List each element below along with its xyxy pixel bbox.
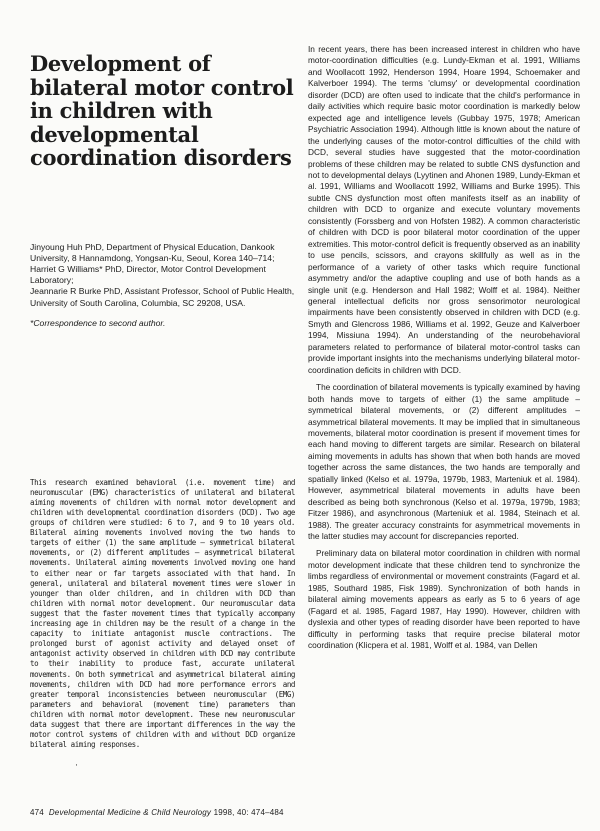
author-affiliation: Jeannarie R Burke PhD, Assistant Professor, School of Public Health, University of South Carolina, Columbia, SC 29208, USA.: [30, 286, 295, 308]
body-paragraph: The coordination of bilateral movements is typically examined by having both hands move to targets of either (1) the same amplitude – symmetrical bilateral movements, or (2) different amplitudes – asymmetrical bilateral movements. It may be implied that in simultaneous movements, bilateral motor coordination is present if movement times for each hand moving to different targets are similar. Research on bilateral aiming movements in adults has shown that when both hands are moved together across the same distances, the two hands are temporally and spatially linked (Kelso et al. 1979a, 1979b, 1983, Marteniuk et al. 1984). However, asymmetrical bilateral movements in adults have been described as being both synchronous (Kelso et al. 1979a, 1979b, 1983; Fitzer 1986), and asynchronous (Marteniuk et al. 1984, Steinach et al. 1988). The greater accuracy constraints for asymmetrical movements in the latter studies may account for discrepancies reported.: [308, 382, 580, 542]
title-line: developmental: [30, 121, 199, 147]
title-line: Development of: [30, 51, 211, 76]
author-affiliation: Jinyoung Huh PhD, Department of Physical Education, Dankook University, 8 Hannamdong, Yongsan-Ku, Seoul, Korea 140–714;: [30, 241, 275, 263]
body-paragraph: Preliminary data on bilateral motor coordination in children with normal motor development indicate that these children tend to synchronize the limbs regardless of environmental or movement constraints (Fagard et al. 1985, Southard 1985, Fisk 1989). Synchronization of both hands in bilateral aiming movements appears as early as 5 to 6 years of age (Fagard et al. 1985, Fagard 1987, Hay 1990). However, children with dyslexia and other types of reading disorder have been reported to have difficulty in performing tasks that require precise bilateral motor coordination (Klicpera et al. 1981, Wolff et al. 1984, van Dellen: [308, 548, 580, 651]
title-line: coordination disorders: [30, 145, 292, 170]
abstract: This research examined behavioral (i.e. movement time) and neuromuscular (EMG) characteristics of unilateral and bilateral aiming movements of children with normal motor development and children with developmental coordination disorders (DCD). Two age groups of children were studied: 6 to 7, and 9 to 10 years old. Bilateral aiming movements involved moving the two hands to targets of either (1) the same amplitude – symmetrical bilateral movements, or (2) different amplitudes – asymmetrical bilateral movements. Unilateral aiming movements involved moving one hand to either near or far targets associated with that hand. In general, unilateral and bilateral movement times were slower in younger than older children, and in children with DCD than children with normal motor development. Our neuromuscular data suggest that the faster movement times that typically accompany increasing age in children may be the result of a change in the capacity to initiate antagonist muscle contractions. The prolonged burst of agonist activity and delayed onset of antagonist activity observed in children with DCD may contribute to their inability to produce fast, accurate unilateral movements. On both symmetrical and asymmetrical bilateral aiming movements, children with DCD had more performance errors and greater temporal inconsistencies between neuromuscular (EMG) parameters and behavioral (movement time) parameters than children with normal motor development. These new neuromuscular data suggest that there are important differences in the way the motor control systems of children with and without DCD organize bilateral aiming responses.: [30, 477, 295, 750]
journal-citation: 1998, 40: 474–484: [213, 808, 284, 817]
correspondence-note: *Correspondence to second author.: [30, 317, 166, 328]
page-footer: [30, 808, 284, 817]
author-affiliation: Harriet G Williams* PhD, Director, Motor Control Development Laboratory;: [30, 263, 266, 286]
title-line: in children with: [30, 98, 213, 123]
body-paragraph: In recent years, there has been increased interest in children who have motor-coordination difficulties (e.g. Lundy-Ekman et al. 1991, Williams and Woollacott 1992, Henderson 1994, Hoare 1994, Schoemaker and Kalverboer 1994). The terms 'clumsy' or developmental coordination disorder (DCD) are often used to indicate that the child's performance in daily activities which require basic motor coordination is markedly below expected age and intelligence levels (Gubbay 1975, 1978; American Psychiatric Association 1994). Although little is known about the nature of the underlying causes of the motor-control difficulties of the child with DCD, several studies have suggested that the motor-coordination problems of these children may be related to subtle CNS dysfunction and not to developmental delays (Lyytinen and Ahonen 1989, Lundy-Ekman et al. 1991, Williams and Woollacott 1992, Williams and Burke 1995). This subtle CNS dysfunction most often manifests itself as an inability of children with DCD to organize and execute voluntary movements consistently (Forssberg and von Hofsten 1982). A common characteristic of children with DCD is poor bilateral motor coordination of the upper extremities. This motor-control deficit is frequently observed as an inability to use pencils, scissors, and crayons skillfully as well as in the performance of a variety of other tasks which require functional asymmetry and/or the adaptive coupling and use of both hands as a single unit (e.g. Henderson and Hall 1982; Wolff et al. 1984). Neither general intellectual deficits nor gross sensorimotor neurological impairments have been consistently observed in children with DCD (e.g. Smyth and Glencross 1986, Williams et al. 1992, Geuze and Kalverboer 1994, Missiuna 1994). An understanding of the neurobehavioral parameters related to performance of bilateral motor-control tasks can provide important insights into the mechanisms underlying bilateral motor-coordination deficits in children with DCD.: [308, 44, 580, 375]
title-line: bilateral motor control: [30, 74, 294, 100]
author-list: [30, 242, 295, 309]
journal-name: Developmental Medicine & Child Neurology: [48, 808, 212, 817]
article-title: [30, 52, 295, 170]
left-column: [30, 44, 295, 750]
right-column: [308, 44, 580, 658]
page-number: 474: [30, 808, 44, 817]
stray-mark: ·: [75, 760, 78, 770]
